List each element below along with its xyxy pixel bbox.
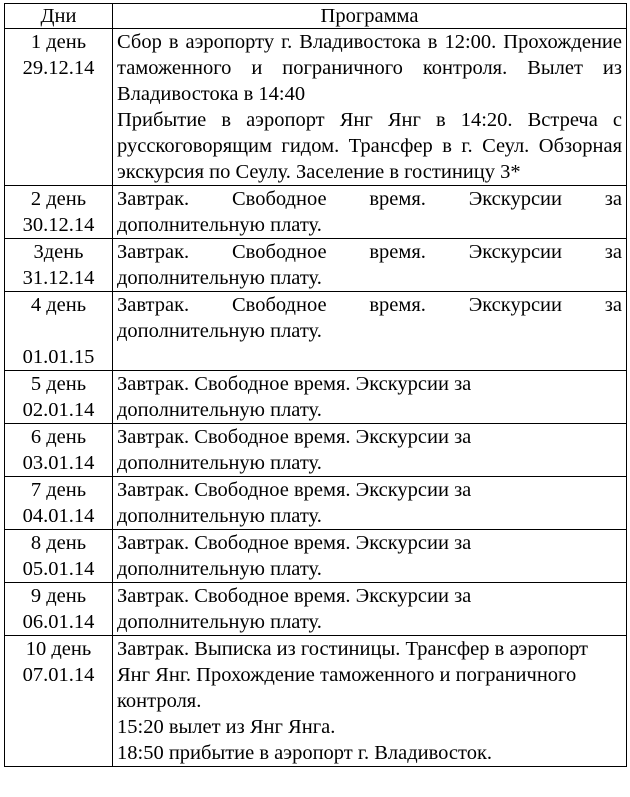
table-row [5, 424, 627, 477]
table-row [5, 636, 627, 767]
day-cell [5, 239, 113, 292]
program-paragraph: Завтрак. Свободное время. Экскурсии за дополнительную плату. [117, 426, 472, 474]
day-date: 01.01.15 [22, 346, 95, 368]
table-row [5, 186, 627, 239]
program-cell [113, 186, 627, 239]
day-cell [5, 29, 113, 186]
day-date: 31.12.14 [22, 267, 95, 289]
program-paragraph: Завтрак. Свободное время. Экскурсии за дополнительную плату. [117, 241, 622, 289]
program-cell [113, 636, 627, 767]
day-cell [5, 636, 113, 767]
program-cell [113, 371, 627, 424]
day-cell [5, 186, 113, 239]
day-cell [5, 477, 113, 530]
day-date: 06.01.14 [22, 611, 95, 633]
program-paragraph: Завтрак. Выписка из гостиницы. Трансфер в аэропорт Янг Янг. Прохождение таможенного и пограничного контроля. [117, 638, 589, 712]
program-paragraph: 15:20 вылет из Янг Янга. [117, 716, 336, 738]
days-header: Дни [5, 4, 113, 29]
day-date: 03.01.14 [22, 452, 95, 474]
program-header: Программа [113, 4, 627, 29]
program-paragraph: Завтрак. Свободное время. Экскурсии за дополнительную плату. [117, 532, 472, 580]
day-date: 30.12.14 [22, 214, 95, 236]
day-cell [5, 583, 113, 636]
program-paragraph: Завтрак. Свободное время. Экскурсии за дополнительную плату. [117, 188, 622, 236]
table-row [5, 29, 627, 186]
day-number: 8 день [30, 532, 87, 554]
day-number: 5 день [30, 373, 87, 395]
table-row [5, 530, 627, 583]
header-row [5, 4, 627, 29]
day-date: 02.01.14 [22, 399, 95, 421]
program-cell [113, 530, 627, 583]
day-number: 6 день [30, 426, 87, 448]
day-cell [5, 292, 113, 371]
program-cell [113, 292, 627, 371]
day-number: 1 день [30, 31, 87, 53]
program-cell [113, 583, 627, 636]
program-paragraph: Завтрак. Свободное время. Экскурсии за дополнительную плату. [117, 373, 472, 421]
table-row [5, 583, 627, 636]
program-cell [113, 239, 627, 292]
program-paragraph: 18:50 прибытие в аэропорт г. Владивосток. [117, 742, 493, 764]
day-number: 3день [33, 241, 84, 263]
day-spacer [9, 318, 108, 344]
program-paragraph: Завтрак. Свободное время. Экскурсии за дополнительную плату. [117, 585, 472, 633]
day-date: 29.12.14 [22, 57, 95, 79]
program-paragraph: Сбор в аэропорту г. Владивостока в 12:00. Прохождение таможенного и пограничного контроля. Вылет из Владивостока в 14:40 [117, 31, 622, 105]
program-cell [113, 29, 627, 186]
program-paragraph: Завтрак. Свободное время. Экскурсии за дополнительную плату. [117, 294, 622, 342]
day-number: 2 день [30, 188, 87, 210]
day-date: 07.01.14 [22, 664, 95, 686]
day-number: 9 день [30, 585, 87, 607]
day-date: 05.01.14 [22, 558, 95, 580]
program-paragraph: Прибытие в аэропорт Янг Янг в 14:20. Встреча с русскоговорящим гидом. Трансфер в г. Сеул. Обзорная экскурсия по Сеулу. Заселение в гостиницу 3* [117, 109, 622, 183]
day-cell [5, 424, 113, 477]
day-date: 04.01.14 [22, 505, 95, 527]
day-cell [5, 530, 113, 583]
table-row [5, 292, 627, 371]
day-cell [5, 371, 113, 424]
table-row [5, 477, 627, 530]
table-row [5, 371, 627, 424]
day-number: 4 день [30, 294, 87, 316]
program-cell [113, 424, 627, 477]
day-number: 7 день [30, 479, 87, 501]
program-cell [113, 477, 627, 530]
program-table [4, 3, 627, 767]
program-paragraph: Завтрак. Свободное время. Экскурсии за дополнительную плату. [117, 479, 472, 527]
table-row [5, 239, 627, 292]
day-number: 10 день [25, 638, 92, 660]
